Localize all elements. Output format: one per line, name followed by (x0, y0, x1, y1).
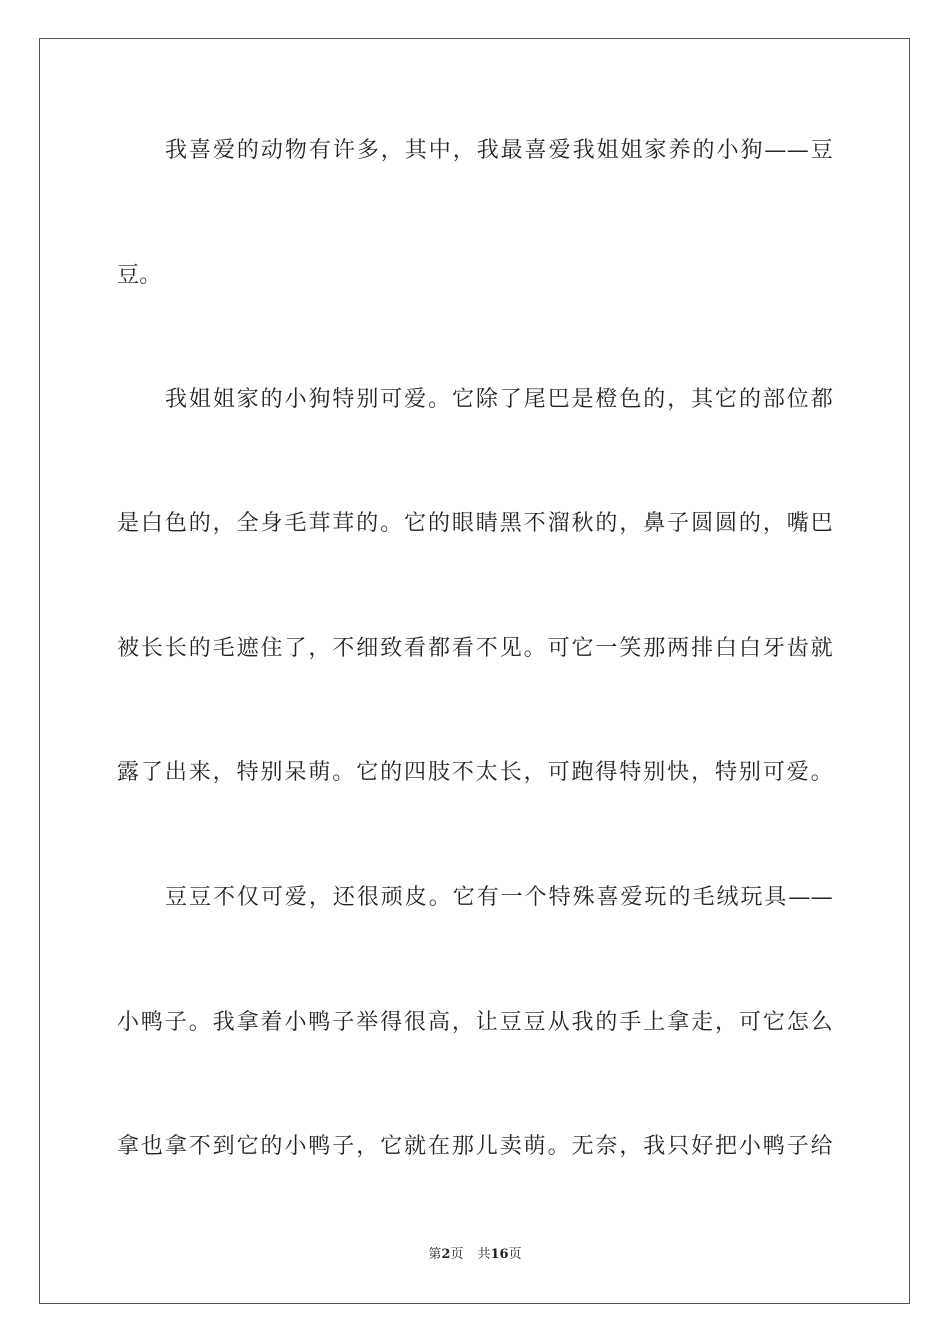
paragraph-2-line-2: 是白色的，全身毛茸茸的。它的眼睛黑不溜秋的，鼻子圆圆的，嘴巴 (117, 511, 833, 536)
total-prefix: 共 (477, 1247, 491, 1262)
page-prefix: 第 (428, 1247, 442, 1262)
page-border (39, 38, 910, 1304)
paragraph-2-line-1: 我姐姐家的小狗特别可爱。它除了尾巴是橙色的，其它的部位都 (165, 387, 833, 412)
page-total: 16 (490, 1247, 509, 1262)
paragraph-3-line-1: 豆豆不仅可爱，还很顽皮。它有一个特殊喜爱玩的毛绒玩具—— (165, 885, 833, 910)
paragraph-1-line-2: 豆。 (117, 263, 162, 288)
page-current: 2 (441, 1247, 451, 1262)
paragraph-2-line-4: 露了出来，特别呆萌。它的四肢不太长，可跑得特别快，特别可爱。 (117, 760, 833, 785)
page-suffix: 页 (450, 1247, 464, 1262)
page-footer (0, 1247, 950, 1263)
paragraph-3-line-3: 拿也拿不到它的小鸭子，它就在那儿卖萌。无奈，我只好把小鸭子给 (117, 1134, 833, 1159)
paragraph-2-line-3: 被长长的毛遮住了，不细致看都看不见。可它一笑那两排白白牙齿就 (117, 636, 833, 661)
total-suffix: 页 (508, 1247, 522, 1262)
paragraph-1-line-1: 我喜爱的动物有许多，其中，我最喜爱我姐姐家养的小狗——豆 (165, 138, 833, 163)
paragraph-3-line-2: 小鸭子。我拿着小鸭子举得很高，让豆豆从我的手上拿走，可它怎么 (117, 1010, 833, 1035)
